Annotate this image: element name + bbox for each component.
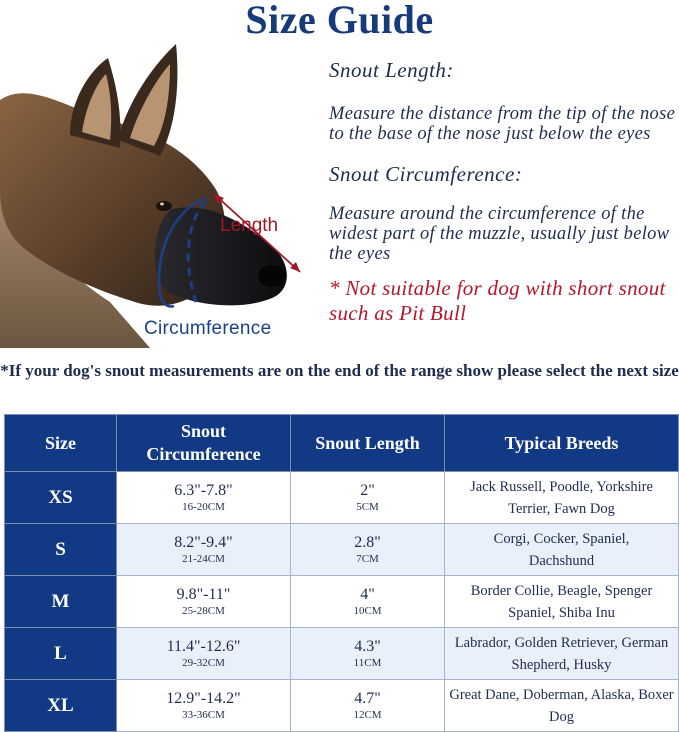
circumference-inches: 9.8"-11"	[176, 585, 231, 603]
table-row	[5, 680, 679, 732]
breeds-cell: Border Collie, Beagle, Spenger Spaniel, Shiba Inu	[445, 576, 679, 628]
table-row	[5, 576, 679, 628]
circumference-cell	[117, 628, 291, 680]
dog-illustration	[0, 40, 325, 348]
length-cell	[291, 680, 445, 732]
snout-length-heading: Snout Length:	[329, 58, 454, 82]
measurement-info	[329, 58, 679, 326]
table-row	[5, 472, 679, 524]
dog-head-muzzle-icon	[0, 40, 325, 348]
breeds-cell: Great Dane, Doberman, Alaska, Boxer Dog	[445, 680, 679, 732]
circumference-cell	[117, 680, 291, 732]
length-cell	[291, 628, 445, 680]
circumference-cm: 29-32CM	[182, 656, 225, 669]
header-length: Snout Length	[291, 415, 445, 472]
breeds-cell: Corgi, Cocker, Spaniel, Dachshund	[445, 524, 679, 576]
circumference-inches: 6.3"-7.8"	[174, 481, 233, 499]
size-cell: S	[5, 524, 117, 576]
size-cell: M	[5, 576, 117, 628]
circumference-inches: 8.2"-9.4"	[174, 533, 233, 551]
breeds-cell: Jack Russell, Poodle, Yorkshire Terrier, Fawn Dog	[445, 472, 679, 524]
size-cell: XL	[5, 680, 117, 732]
warning-text: * Not suitable for dog with short snout such as Pit Bull	[329, 276, 666, 325]
length-cm: 10CM	[353, 604, 382, 617]
header-size: Size	[5, 415, 117, 472]
circumference-cm: 33-36CM	[182, 708, 225, 721]
length-cell	[291, 472, 445, 524]
circumference-cell	[117, 524, 291, 576]
length-label: Length	[220, 215, 279, 236]
size-table	[4, 414, 679, 732]
sizing-note: *If your dog's snout measurements are on the end of the range show please select the next size	[0, 361, 679, 380]
page-title: Size Guide	[245, 0, 434, 42]
circumference-label: Circumference	[144, 318, 272, 339]
header-breeds: Typical Breeds	[445, 415, 679, 472]
table-header-row	[5, 415, 679, 472]
table-row	[5, 524, 679, 576]
length-cm: 12CM	[353, 708, 382, 721]
length-inches: 2.8"	[354, 533, 381, 551]
circumference-inches: 12.9"-14.2"	[166, 689, 241, 707]
circumference-cm: 25-28CM	[182, 604, 225, 617]
length-inches: 4.7"	[354, 689, 381, 707]
snout-length-text: Measure the distance from the tip of the nose to the base of the nose just below the eyes	[329, 104, 676, 144]
size-cell: XS	[5, 472, 117, 524]
breeds-cell: Labrador, Golden Retriever, German Shepherd, Husky	[445, 628, 679, 680]
circumference-cm: 16-20CM	[182, 500, 225, 513]
length-inches: 4"	[360, 585, 375, 603]
circumference-cell	[117, 472, 291, 524]
length-cm: 7CM	[356, 552, 379, 565]
length-cm: 5CM	[356, 500, 379, 513]
header-circumference: Snout Circumference	[117, 415, 291, 472]
length-cm: 11CM	[353, 656, 382, 669]
circumference-cm: 21-24CM	[182, 552, 225, 565]
length-cell	[291, 524, 445, 576]
length-inches: 4.3"	[354, 637, 381, 655]
table-row	[5, 628, 679, 680]
circumference-inches: 11.4"-12.6"	[166, 637, 241, 655]
snout-circumference-heading: Snout Circumference:	[329, 162, 523, 186]
circumference-cell	[117, 576, 291, 628]
snout-circumference-text: Measure around the circumference of the widest part of the muzzle, usually just below the eyes	[329, 204, 670, 264]
size-cell: L	[5, 628, 117, 680]
length-cell	[291, 576, 445, 628]
length-inches: 2"	[360, 481, 375, 499]
